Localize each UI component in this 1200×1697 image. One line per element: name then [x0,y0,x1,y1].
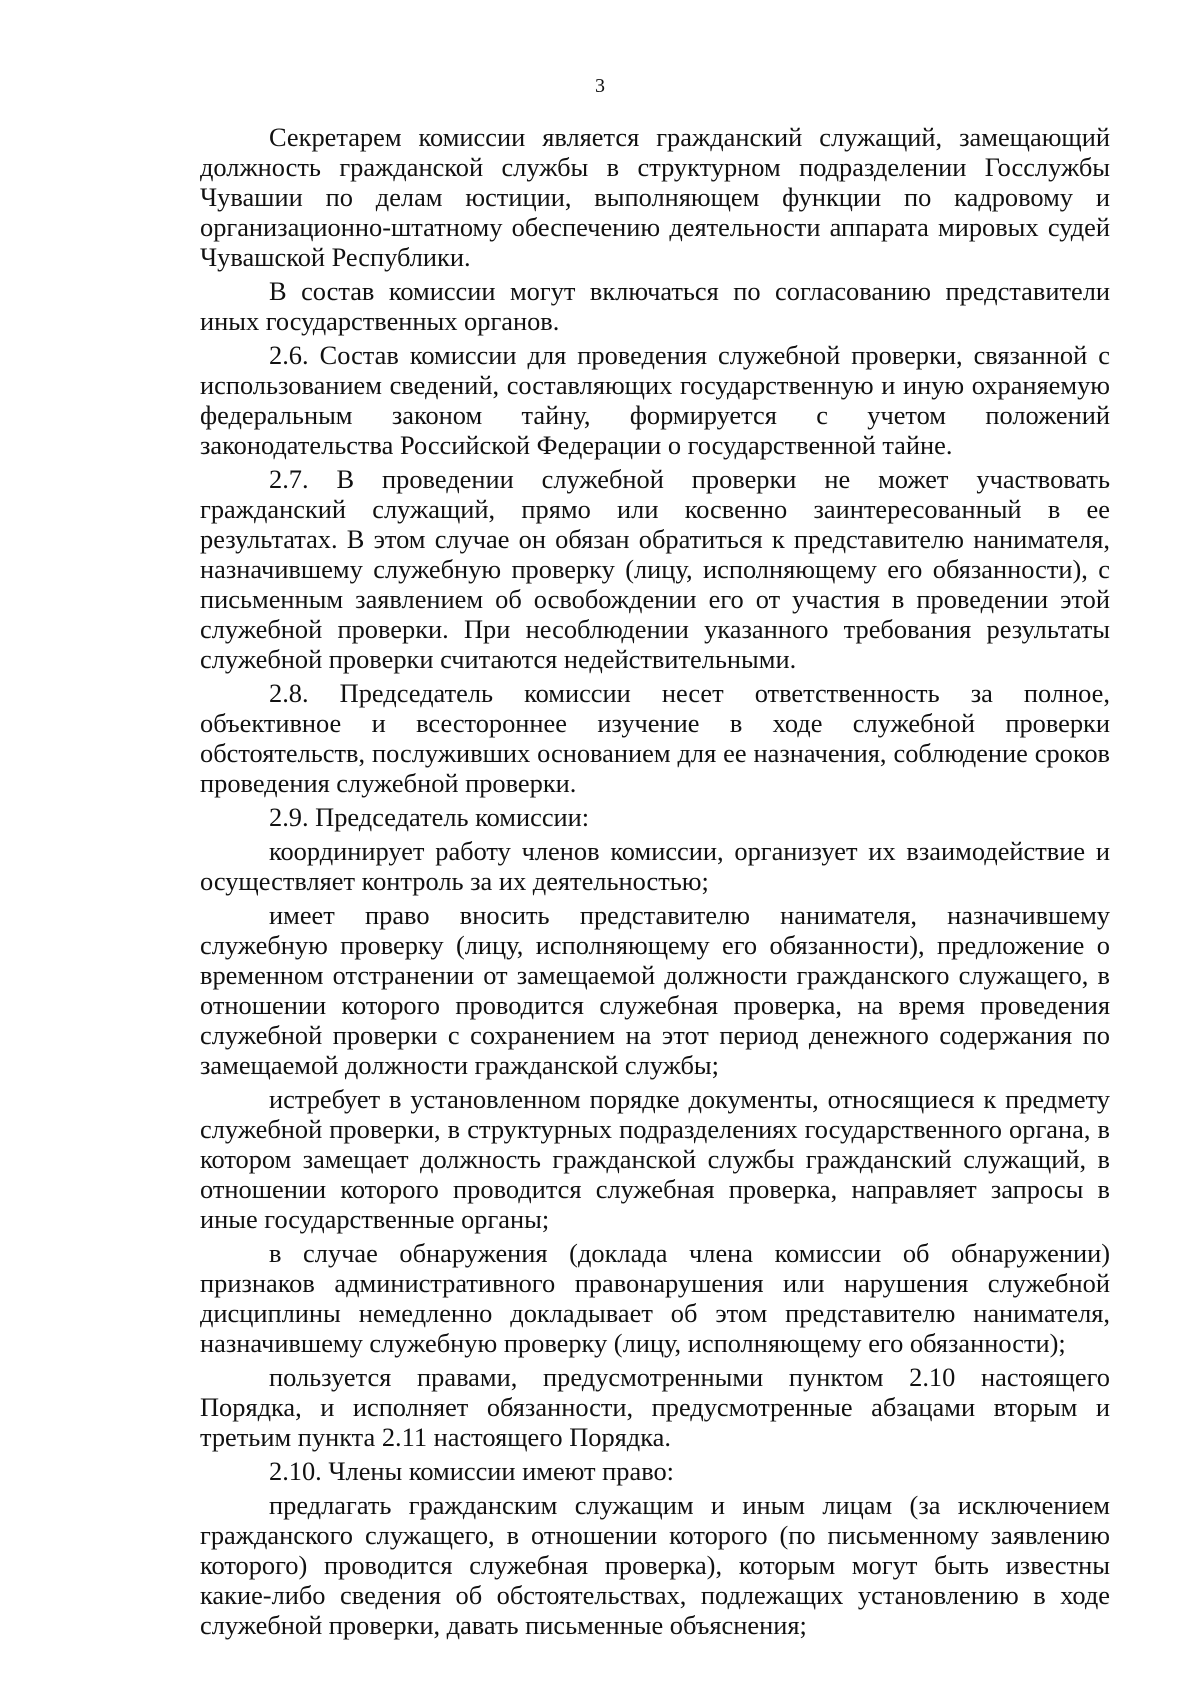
paragraph-2-10: 2.10. Члены комиссии имеют право: [269,1456,675,1486]
paragraph-chair-coordinates: координирует работу членов комиссии, организует их взаимодействие и осуществляет контроль за их деятельностью; [200,836,1110,896]
paragraph-chair-rights: пользуется правами, предусмотренными пунктом 2.10 настоящего Порядка, и исполняет обязанности, предусмотренные абзацами вторым и третьим пункта 2.11 настоящего Порядка. [200,1362,1110,1452]
paragraph-other-bodies: В состав комиссии могут включаться по согласованию представители иных государственных органов. [200,276,1110,336]
paragraph-members-explanations: предлагать гражданским служащим и иным лицам (за исключением гражданского служащего, в отношении которого (по письменному заявлению которого) проводится служебная проверка), которым могут быть известны какие-либо сведения об обстоятельствах, подлежащих установлению в ходе служебной проверки, давать письменные объяснения; [200,1490,1110,1640]
paragraph-chair-documents: истребует в установленном порядке документы, относящиеся к предмету служебной проверки, в структурных подразделениях государственного органа, в котором замещает должность гражданской службы гражданский служащий, в отношении которого проводится служебная проверка, направляет запросы в иные государственные органы; [200,1084,1110,1234]
page-number: 3 [595,75,605,97]
paragraph-2-7: 2.7. В проведении служебной проверки не может участвовать гражданский служащий, прямо или косвенно заинтересованный в ее результатах. В этом случае он обязан обратиться к представителю нанимателя, назначившему служебную проверку (лицу, исполняющему его обязанности), с письменным заявлением об освобождении его от участия в проведении этой служебной проверки. При несоблюдении указанного требования результаты служебной проверки считаются недействительными. [200,464,1110,674]
paragraph-2-9: 2.9. Председатель комиссии: [269,802,590,832]
document-body [200,122,1110,1640]
paragraph-2-6: 2.6. Состав комиссии для проведения служебной проверки, связанной с использованием сведений, составляющих государственную и иную охраняемую федеральным законом тайну, формируется с учетом положений законодательства Российской Федерации о государственной тайне. [200,340,1110,460]
paragraph-2-8: 2.8. Председатель комиссии несет ответственность за полное, объективное и всестороннее изучение в ходе служебной проверки обстоятельств, послуживших основанием для ее назначения, соблюдение сроков проведения служебной проверки. [200,678,1110,798]
paragraph-secretary: Секретарем комиссии является гражданский служащий, замещающий должность гражданской службы в структурном подразделении Госслужбы Чувашии по делам юстиции, выполняющем функции по кадровому и организационно-штатному обеспечению деятельности аппарата мировых судей Чувашской Республики. [200,122,1110,272]
paragraph-chair-suspension: имеет право вносить представителю нанимателя, назначившему служебную проверку (лицу, исполняющему его обязанности), предложение о временном отстранении от замещаемой должности гражданского служащего, в отношении которого проводится служебная проверка, на время проведения служебной проверки с сохранением на этот период денежного содержания по замещаемой должности гражданской службы; [200,900,1110,1080]
paragraph-chair-reports: в случае обнаружения (доклада члена комиссии об обнаружении) признаков административного правонарушения или нарушения служебной дисциплины немедленно докладывает об этом представителю нанимателя, назначившему служебную проверку (лицу, исполняющему его обязанности); [200,1238,1110,1358]
